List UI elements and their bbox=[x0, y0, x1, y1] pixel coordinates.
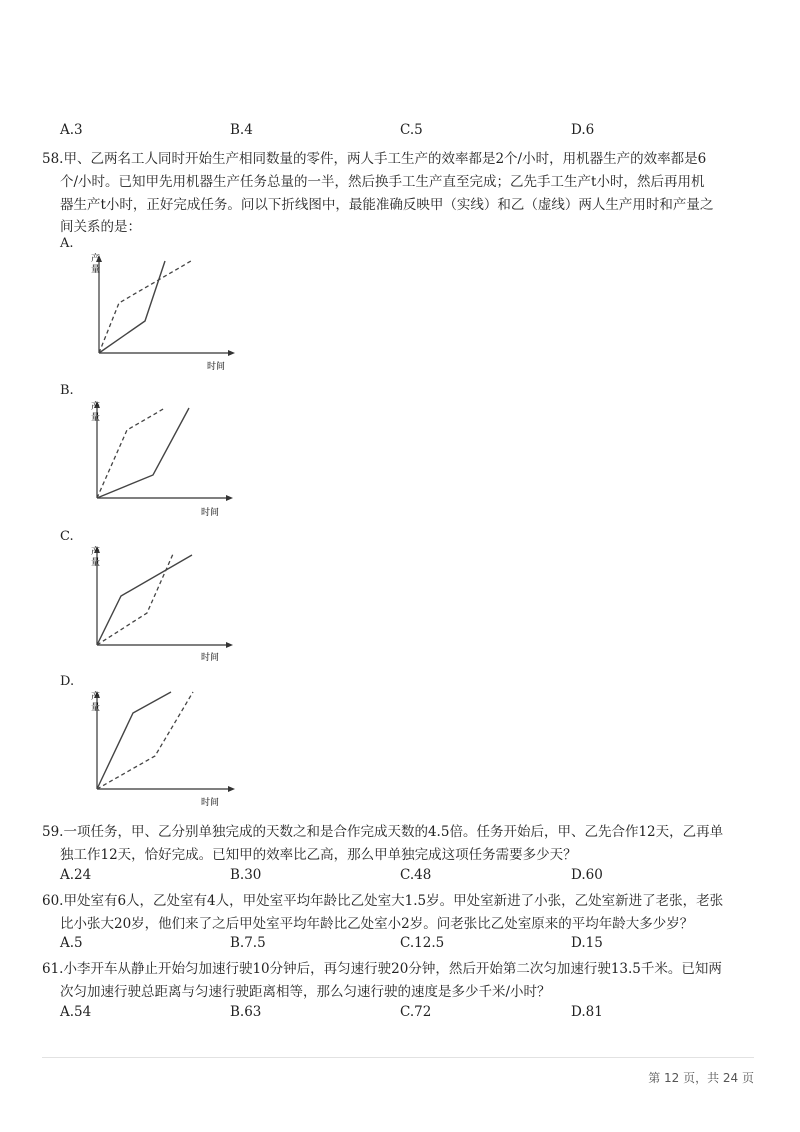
q61-option-c: C.72 bbox=[400, 1004, 432, 1020]
q59-option-d: D.60 bbox=[571, 867, 603, 883]
page-number: 第 12 页，共 24 页 bbox=[648, 1071, 754, 1085]
q60-option-c: C.12.5 bbox=[400, 935, 445, 951]
q59-option-c: C.48 bbox=[400, 867, 432, 883]
q60-line-2: 比小张大20岁，他们来了之后甲处室平均年龄比乙处室小2岁。问老张比乙处室原来的平均年龄大多少岁？ bbox=[60, 916, 694, 932]
graph-d-ylabel-top: 产 bbox=[91, 692, 101, 702]
graph-c-ylabel-top: 产 bbox=[91, 547, 101, 557]
q58-line-4: 间关系的是： bbox=[60, 219, 141, 235]
q57-option-c: C.5 bbox=[400, 122, 423, 138]
graph-b-ylabel-top: 产 bbox=[91, 402, 101, 412]
q61-option-b: B.63 bbox=[230, 1004, 262, 1020]
q59-option-b: B.30 bbox=[230, 867, 262, 883]
graph-c-xlabel: 时间 bbox=[201, 653, 220, 663]
graph-c-ylabel-bottom: 量 bbox=[91, 558, 101, 568]
q60-option-d: D.15 bbox=[571, 935, 603, 951]
q61-option-a: A.54 bbox=[60, 1004, 92, 1020]
q58-graph-d bbox=[85, 683, 245, 813]
graph-a-ylabel-top: 产 bbox=[91, 254, 101, 264]
q58-graph-label-b: B. bbox=[60, 383, 74, 398]
q57-option-a: A.3 bbox=[60, 122, 83, 138]
graph-b-xlabel: 时间 bbox=[201, 508, 220, 518]
q59-option-a: A.24 bbox=[60, 867, 92, 883]
q58-graph-label-a: A. bbox=[60, 236, 74, 251]
q59-line-2: 独工作12天，恰好完成。已知甲的效率比乙高，那么甲单独完成这项任务需要多少天？ bbox=[60, 847, 577, 863]
q60-option-a: A.5 bbox=[60, 935, 83, 951]
q58-line-3: 器生产t小时，正好完成任务。问以下折线图中，最能准确反映甲（实线）和乙（虚线）两人生产用时和产量之 bbox=[60, 197, 714, 213]
q58-graph-c bbox=[85, 538, 245, 668]
graph-a-xlabel: 时间 bbox=[207, 362, 226, 372]
q60-line-1: 60.甲处室有6人，乙处室有4人，甲处室平均年龄比乙处室大1.5岁。甲处室新进了小张，乙处室新进了老张，老张 bbox=[42, 893, 724, 909]
q61-line-1: 61.小李开车从静止开始匀加速行驶10分钟后，再匀速行驶20分钟，然后开始第二次匀加速行驶13.5千米。已知两 bbox=[42, 961, 722, 977]
footer-divider bbox=[42, 1057, 754, 1058]
q58-graph-b bbox=[85, 393, 245, 523]
graph-a-ylabel-bottom: 量 bbox=[91, 265, 101, 275]
q57-option-d: D.6 bbox=[571, 122, 595, 138]
q60-option-b: B.7.5 bbox=[230, 935, 266, 951]
q61-line-2: 次匀加速行驶总距离与匀速行驶距离相等，那么匀速行驶的速度是多少千米/小时？ bbox=[60, 984, 551, 1000]
q57-option-b: B.4 bbox=[230, 122, 253, 138]
q58-graph-label-d: D. bbox=[60, 674, 75, 689]
q59-line-1: 59.一项任务，甲、乙分别单独完成的天数之和是合作完成天数的4.5倍。任务开始后，甲、乙先合作12天，乙再单 bbox=[42, 824, 724, 840]
q58-line-2: 个/小时。已知甲先用机器生产任务总量的一半，然后换手工生产直至完成；乙先手工生产t小时，然后再用机 bbox=[60, 174, 705, 190]
graph-d-ylabel-bottom: 量 bbox=[91, 703, 101, 713]
q58-line-1: 58.甲、乙两名工人同时开始生产相同数量的零件，两人手工生产的效率都是2个/小时，用机器生产的效率都是6 bbox=[42, 151, 707, 167]
q58-graph-a bbox=[85, 245, 245, 375]
q61-option-d: D.81 bbox=[571, 1004, 603, 1020]
graph-d-xlabel: 时间 bbox=[201, 798, 220, 808]
graph-b-ylabel-bottom: 量 bbox=[91, 413, 101, 423]
q58-graph-label-c: C. bbox=[60, 529, 74, 544]
